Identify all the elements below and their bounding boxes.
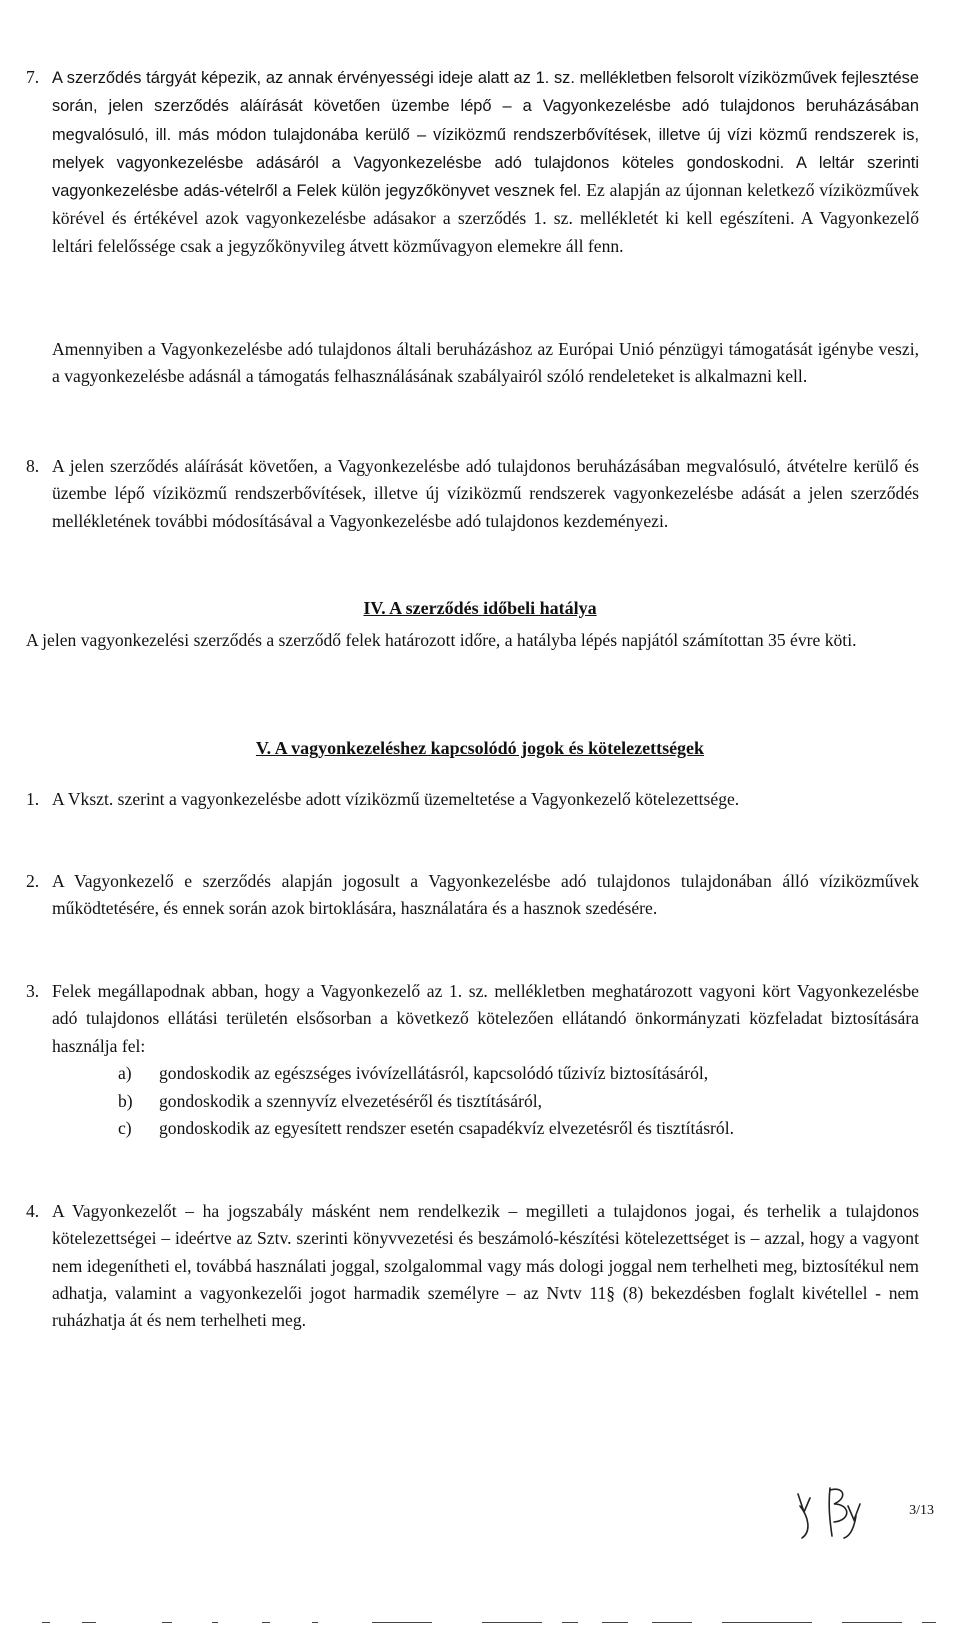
page-number: 3/13 xyxy=(909,1503,934,1518)
list-item-c-text: gondoskodik az egyesített rendszer esetén csapadékvíz elvezetésről és tisztításról. xyxy=(159,1118,735,1138)
item-7-text-sans: A szerződés tárgyát képezik, az annak érvényességi ideje alatt az 1. sz. mellékletben felsorolt víziközművek fejlesztése során, jelen szerződés aláírását követően üzembe lépő – a Vagyonkezelésbe adó tulajdonos beruházásában megvalósuló, ill. más módon tulajdonába kerülő – víziközmű rendszerbővítések, illetve új vízi közmű rendszerek is, melyek vagyonkezelésbe adásáról a Vagyonkezelésbe adó tulajdonos köteles gondoskodni. A leltár szerinti vagyonkezelésbe adás-vételről a Felek külön jegyzőkönyvet vesznek fel. xyxy=(52,69,919,201)
item-7-text-serif: Ez alapján az újonnan keletkező víziközművek körével és értékével azok vagyonkezelésbe adásakor a szerződés 1. sz. mellékletét ki kell egészíteni. A Vagyonkezelő leltári felelőssége csak a jegyzőkönyvileg átvett közművagyon elemekre áll fenn. xyxy=(52,180,920,256)
list-item-c-label: c) xyxy=(118,1118,132,1138)
list-item-a-text: gondoskodik az egészséges ivóvízellátásról, kapcsolódó tűzivíz biztosításáról, xyxy=(159,1063,709,1083)
section-iv-heading: IV. A szerződés időbeli hatálya xyxy=(363,598,597,618)
item-v2-number: 2. xyxy=(26,871,40,891)
item-v2-paragraph: A Vagyonkezelő e szerződés alapján jogosult a Vagyonkezelésbe adó tulajdonos tulajdonában álló víziközművek működtetésére, és ennek során azok birtoklására, használatára és a hasznok szedésére. xyxy=(52,871,919,919)
list-item-b-text: gondoskodik a szennyvíz elvezetéséről és tisztításáról, xyxy=(159,1091,543,1111)
item-v3-number: 3. xyxy=(26,981,40,1001)
item-7-number: 7. xyxy=(26,67,40,87)
item-7-paragraph-2: Amennyiben a Vagyonkezelésbe adó tulajdonos általi beruházáshoz az Európai Unió pénzügyi támogatását igénybe veszi, a vagyonkezelésbe adásnál a támogatás felhasználásának szabályairól szóló rendeleteket is alkalmazni kell. xyxy=(52,339,919,387)
section-iv-paragraph: A jelen vagyonkezelési szerződés a szerződő felek határozott időre, a hatályba lépés napjától számítottan 35 évre köti. xyxy=(26,630,857,650)
item-v3-paragraph: Felek megállapodnak abban, hogy a Vagyonkezelő az 1. sz. mellékletben meghatározott vagyoni kört Vagyonkezelésbe adó tulajdonos ellátási területén elsősorban a következő kötelezően ellátandó önkormányzati közfeladat biztosítására használja fel: xyxy=(52,981,919,1056)
item-7-paragraph xyxy=(52,64,919,260)
item-v1-paragraph: A Vkszt. szerint a vagyonkezelésbe adott víziközmű üzemeltetése a Vagyonkezelő kötelezettsége. xyxy=(52,789,740,809)
list-item-b xyxy=(118,1088,919,1116)
item-v1-number: 1. xyxy=(26,789,40,809)
item-8-paragraph: A jelen szerződés aláírását követően, a Vagyonkezelésbe adó tulajdonos beruházásában megvalósuló, átvételre kerülő és üzembe lépő víziközmű rendszerbővítések, illetve új víziközmű rendszerek vagyonkezelésbe adását a jelen szerződés mellékletének további módosításával a Vagyonkezelésbe adó tulajdonos kezdeményezi. xyxy=(52,456,919,531)
list-item-c xyxy=(118,1115,919,1171)
section-v-heading: V. A vagyonkezeléshez kapcsolódó jogok és kötelezettségek xyxy=(255,738,705,758)
item-v4-number: 4. xyxy=(26,1201,40,1221)
handwritten-initials-signature xyxy=(790,1476,880,1546)
list-item-a xyxy=(118,1060,919,1088)
list-item-b-label: b) xyxy=(118,1091,133,1111)
bottom-scan-marks xyxy=(42,1622,942,1628)
list-item-a-label: a) xyxy=(118,1063,132,1083)
item-v4-paragraph: A Vagyonkezelőt – ha jogszabály másként nem rendelkezik – megilleti a tulajdonos jogai, és terhelik a tulajdonos kötelezettségei – ideértve az Sztv. szerinti könyvvezetési és beszámoló-készítési kötelezettséget is – azzal, hogy a vagyont nem idegenítheti el, továbbá használati joggal, szolgalommal vagy más dologi joggal nem terhelheti meg, biztosítékul nem adhatja, valamint a vagyonkezelői jogot harmadik személyre – az Nvtv 11§ (8) bekezdésben foglalt kivétellel - nem ruházhatja át és nem terhelheti meg. xyxy=(52,1201,919,1331)
item-8-number: 8. xyxy=(26,456,40,476)
